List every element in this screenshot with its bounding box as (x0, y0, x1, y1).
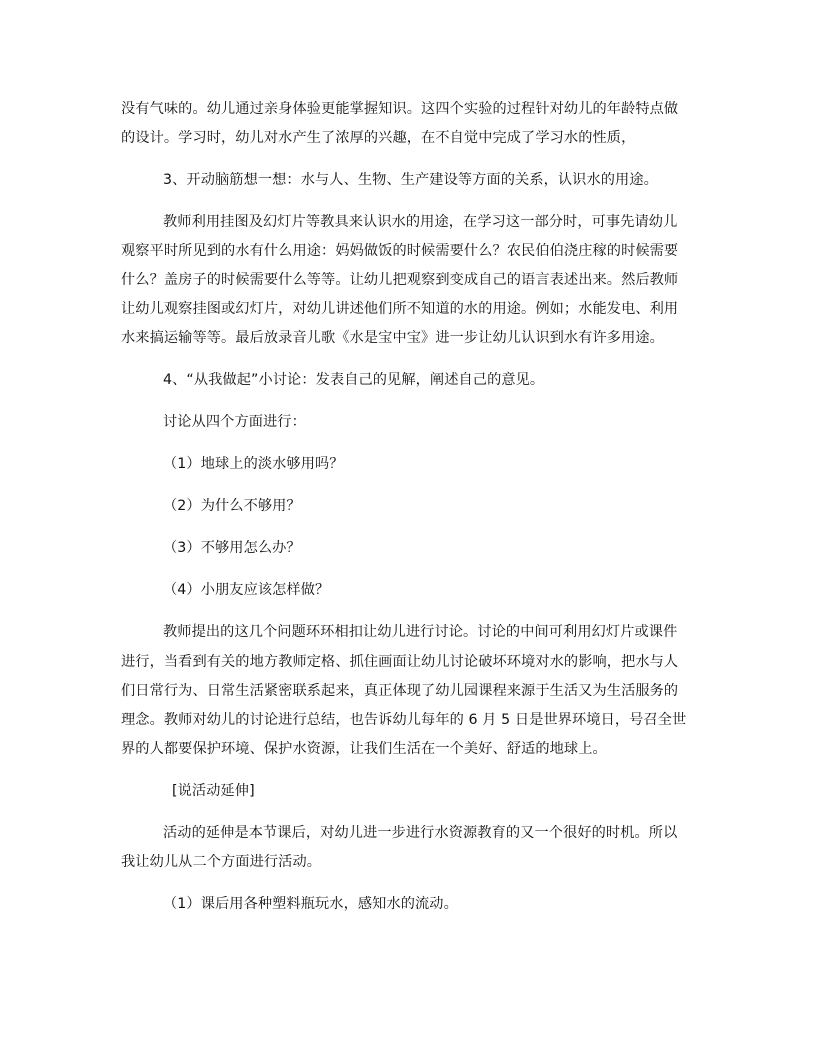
paragraph-line: 观察平时所见到的水有什么用途：妈妈做饭的时候需要什么？农民伯伯浇庄稼的时候需要 (121, 243, 679, 259)
paragraph-line: 界的人都要保护环境、保护水资源，让我们生活在一个美好、舒适的地球上。 (121, 741, 607, 757)
paragraph-line: 让幼儿观察挂图或幻灯片，对幼儿讲述他们所不知道的水的用途。例如；水能发电、利用 (121, 301, 679, 317)
paragraph-line: 活动的延伸是本节课后，对幼儿进一步进行水资源教育的又一个很好的时机。所以 (163, 825, 678, 841)
list-item: （3）不够用怎么办？ (163, 540, 301, 556)
list-item: （1）地球上的淡水够用吗？ (163, 456, 344, 472)
paragraph-line: 水来搞运输等等。最后放录音儿歌《水是宝中宝》进一步让幼儿认识到水有许多用途。 (121, 330, 664, 346)
paragraph-line: 们日常行为、日常生活紧密联系起来，真正体现了幼儿园课程来源于生活又为生活服务的 (121, 683, 679, 699)
paragraph-line: 的设计。学习时，幼儿对水产生了浓厚的兴趣，在不自觉中完成了学习水的性质， (121, 130, 636, 146)
section-heading-4: 4、“从我做起”小讨论：发表自己的见解，阐述自己的意见。 (163, 372, 545, 388)
paragraph-line: 什么？盖房子的时候需要什么等等。让幼儿把观察到变成自己的语言表述出来。然后教师 (121, 272, 679, 288)
list-item: （1）课后用各种塑料瓶玩水，感知水的流动。 (163, 896, 458, 912)
section-heading-3: 3、开动脑筋想一想：水与人、生物、生产建设等方面的关系，认识水的用途。 (163, 172, 658, 188)
list-item: （4）小朋友应该怎样做？ (163, 582, 330, 598)
paragraph-line: 教师提出的这几个问题环环相扣让幼儿进行讨论。讨论的中间可利用幻灯片或课件 (163, 624, 678, 640)
paragraph-line: 进行，当看到有关的地方教师定格、抓住画面让幼儿讨论破坏环境对水的影响，把水与人 (121, 654, 679, 670)
paragraph-line: 我让幼儿从二个方面进行活动。 (121, 854, 322, 870)
section-heading-extension: [说活动延伸] (172, 783, 255, 799)
paragraph-line: 教师利用挂图及幻灯片等教具来认识水的用途，在学习这一部分时，可事先请幼儿 (163, 214, 678, 230)
paragraph-line: 理念。教师对幼儿的讨论进行总结，也告诉幼儿每年的 6 月 5 日是世界环境日，号召全世 (121, 712, 687, 728)
paragraph-line: 没有气味的。幼儿通过亲身体验更能掌握知识。这四个实验的过程针对幼儿的年龄特点做 (121, 101, 679, 117)
list-item: （2）为什么不够用？ (163, 498, 301, 514)
paragraph-line: 讨论从四个方面进行： (163, 414, 306, 430)
